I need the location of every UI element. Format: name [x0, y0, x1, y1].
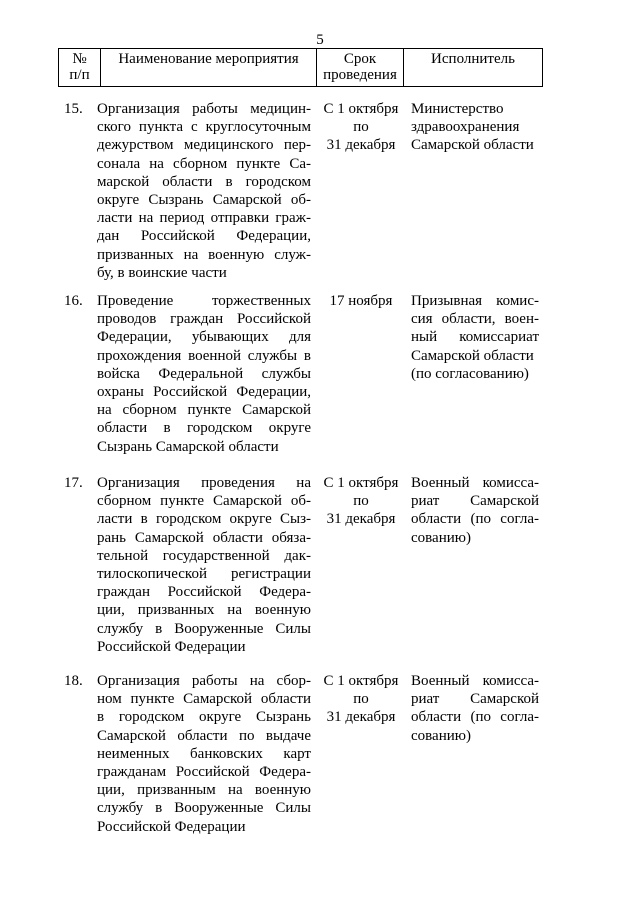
- event-executor-line: сованию): [411, 727, 471, 744]
- event-executor-line: сованию): [411, 529, 471, 546]
- event-name-line: на сборном пункте Самарской: [97, 402, 311, 419]
- row-number: 17.: [64, 475, 83, 491]
- header-number-abbr: п/п: [69, 67, 90, 83]
- event-name-line: рань Самарской области обяза-: [97, 529, 311, 546]
- header-name-label: Наименование мероприятия: [118, 51, 299, 67]
- event-name-line: Организация проведения на: [97, 475, 311, 491]
- event-executor: [411, 100, 539, 155]
- event-name: [97, 292, 311, 456]
- event-name-line: сборном пункте Самарской об-: [97, 493, 311, 510]
- event-executor: [411, 672, 539, 745]
- event-executor-line: Самарской области: [411, 347, 534, 364]
- event-name-line: Организация работы на сбор-: [97, 673, 311, 689]
- event-term: [316, 100, 406, 155]
- event-name-line: войска Федеральной службы: [97, 365, 311, 382]
- event-name-line: прохождения военной службы в: [97, 347, 311, 364]
- event-name-line: гражданам Российской Федера-: [97, 764, 311, 781]
- event-name-line: бу, в воинские части: [97, 264, 227, 281]
- event-name: [97, 672, 311, 836]
- header-term-line-1: Срок: [343, 51, 377, 67]
- event-executor-line: области (по согла-: [411, 511, 539, 528]
- event-term-line: С 1 октября: [323, 101, 399, 117]
- event-executor-line: ный комиссариат: [411, 329, 539, 346]
- event-name-line: Проведение торжественных: [97, 293, 311, 309]
- event-executor-line: здравоохранения: [411, 119, 520, 136]
- event-executor: [411, 474, 539, 547]
- header-number-cell: [59, 49, 101, 87]
- event-name-line: проводов граждан Российской: [97, 311, 311, 328]
- event-name-line: ласти на период отправки граж-: [97, 210, 311, 227]
- event-name-line: Организация работы медицин-: [97, 101, 311, 117]
- event-executor-line: Самарской области: [411, 137, 534, 154]
- event-name-line: марской области в городском: [97, 173, 311, 190]
- header-term-line-2: проведения: [323, 67, 397, 83]
- event-name-line: сонала на сборном пункте Са-: [97, 155, 311, 172]
- event-name-line: неименных банковских карт: [97, 745, 311, 762]
- event-executor-line: (по согласованию): [411, 365, 529, 382]
- event-name-line: службу в Вооруженные Силы: [97, 800, 311, 817]
- event-name-line: Федерации, убывающих для: [97, 329, 311, 346]
- event-name-line: ном пункте Самарской области: [97, 691, 311, 708]
- event-executor-line: Министерство: [411, 101, 504, 117]
- event-term-line: 17 ноября: [329, 293, 393, 309]
- header-name-cell: [101, 49, 317, 87]
- event-executor-line: Призывная комис-: [411, 293, 539, 309]
- row-number: 16.: [64, 293, 83, 309]
- event-term: [316, 292, 406, 310]
- event-executor-line: риат Самарской: [411, 691, 539, 708]
- event-term: [316, 474, 406, 529]
- event-term-line: 31 декабря: [326, 709, 396, 726]
- row-number: 18.: [64, 673, 83, 689]
- header-term-cell: [317, 49, 404, 87]
- event-executor: [411, 292, 539, 383]
- event-name-line: в городском округе Сызрань: [97, 709, 311, 726]
- event-name-line: Сызрань Самарской области: [97, 438, 279, 455]
- event-executor-line: Военный комисса-: [411, 475, 539, 491]
- event-name-line: дан Российской Федерации,: [97, 228, 311, 245]
- event-name-line: тилоскопической регистрации: [97, 566, 311, 583]
- table-header: [58, 48, 543, 87]
- event-term-line: С 1 октября: [323, 475, 399, 491]
- event-term-line: по: [353, 493, 369, 510]
- page-number: 5: [316, 32, 324, 48]
- event-name-line: округе Сызрань Самарской об-: [97, 192, 311, 209]
- event-name-line: ского пункта с круглосуточным: [97, 119, 311, 136]
- header-number-symbol: №: [72, 51, 87, 67]
- event-term-line: С 1 октября: [323, 673, 399, 689]
- event-executor-line: риат Самарской: [411, 493, 539, 510]
- row-number: 15.: [64, 101, 83, 117]
- header-executor-label: Исполнитель: [431, 51, 515, 67]
- event-name-line: Российской Федерации: [97, 818, 246, 835]
- event-executor-line: области (по согла-: [411, 709, 539, 726]
- event-term: [316, 672, 406, 727]
- event-name-line: ции, призванным на военную: [97, 782, 311, 799]
- event-name: [97, 474, 311, 656]
- event-term-line: по: [353, 691, 369, 708]
- event-executor-line: сия области, воен-: [411, 311, 539, 328]
- event-name-line: охраны Российской Федерации,: [97, 384, 311, 401]
- event-name-line: области в городском округе: [97, 420, 311, 437]
- header-executor-cell: [404, 49, 543, 87]
- event-name-line: ции, призванных на военную: [97, 602, 311, 619]
- event-name-line: призванных на военную служ-: [97, 246, 311, 263]
- event-executor-line: Военный комисса-: [411, 673, 539, 689]
- event-term-line: по: [353, 119, 369, 136]
- event-name-line: дежурством медицинского пер-: [97, 137, 311, 154]
- event-name-line: службу в Вооруженные Силы: [97, 620, 311, 637]
- event-name-line: Самарской области по выдаче: [97, 727, 311, 744]
- event-term-line: 31 декабря: [326, 137, 396, 154]
- event-term-line: 31 декабря: [326, 511, 396, 528]
- event-name-line: граждан Российской Федера-: [97, 584, 311, 601]
- event-name-line: Российской Федерации: [97, 638, 246, 655]
- event-name: [97, 100, 311, 282]
- event-name-line: ласти в городском округе Сыз-: [97, 511, 311, 528]
- event-name-line: тельной государственной дак-: [97, 547, 311, 564]
